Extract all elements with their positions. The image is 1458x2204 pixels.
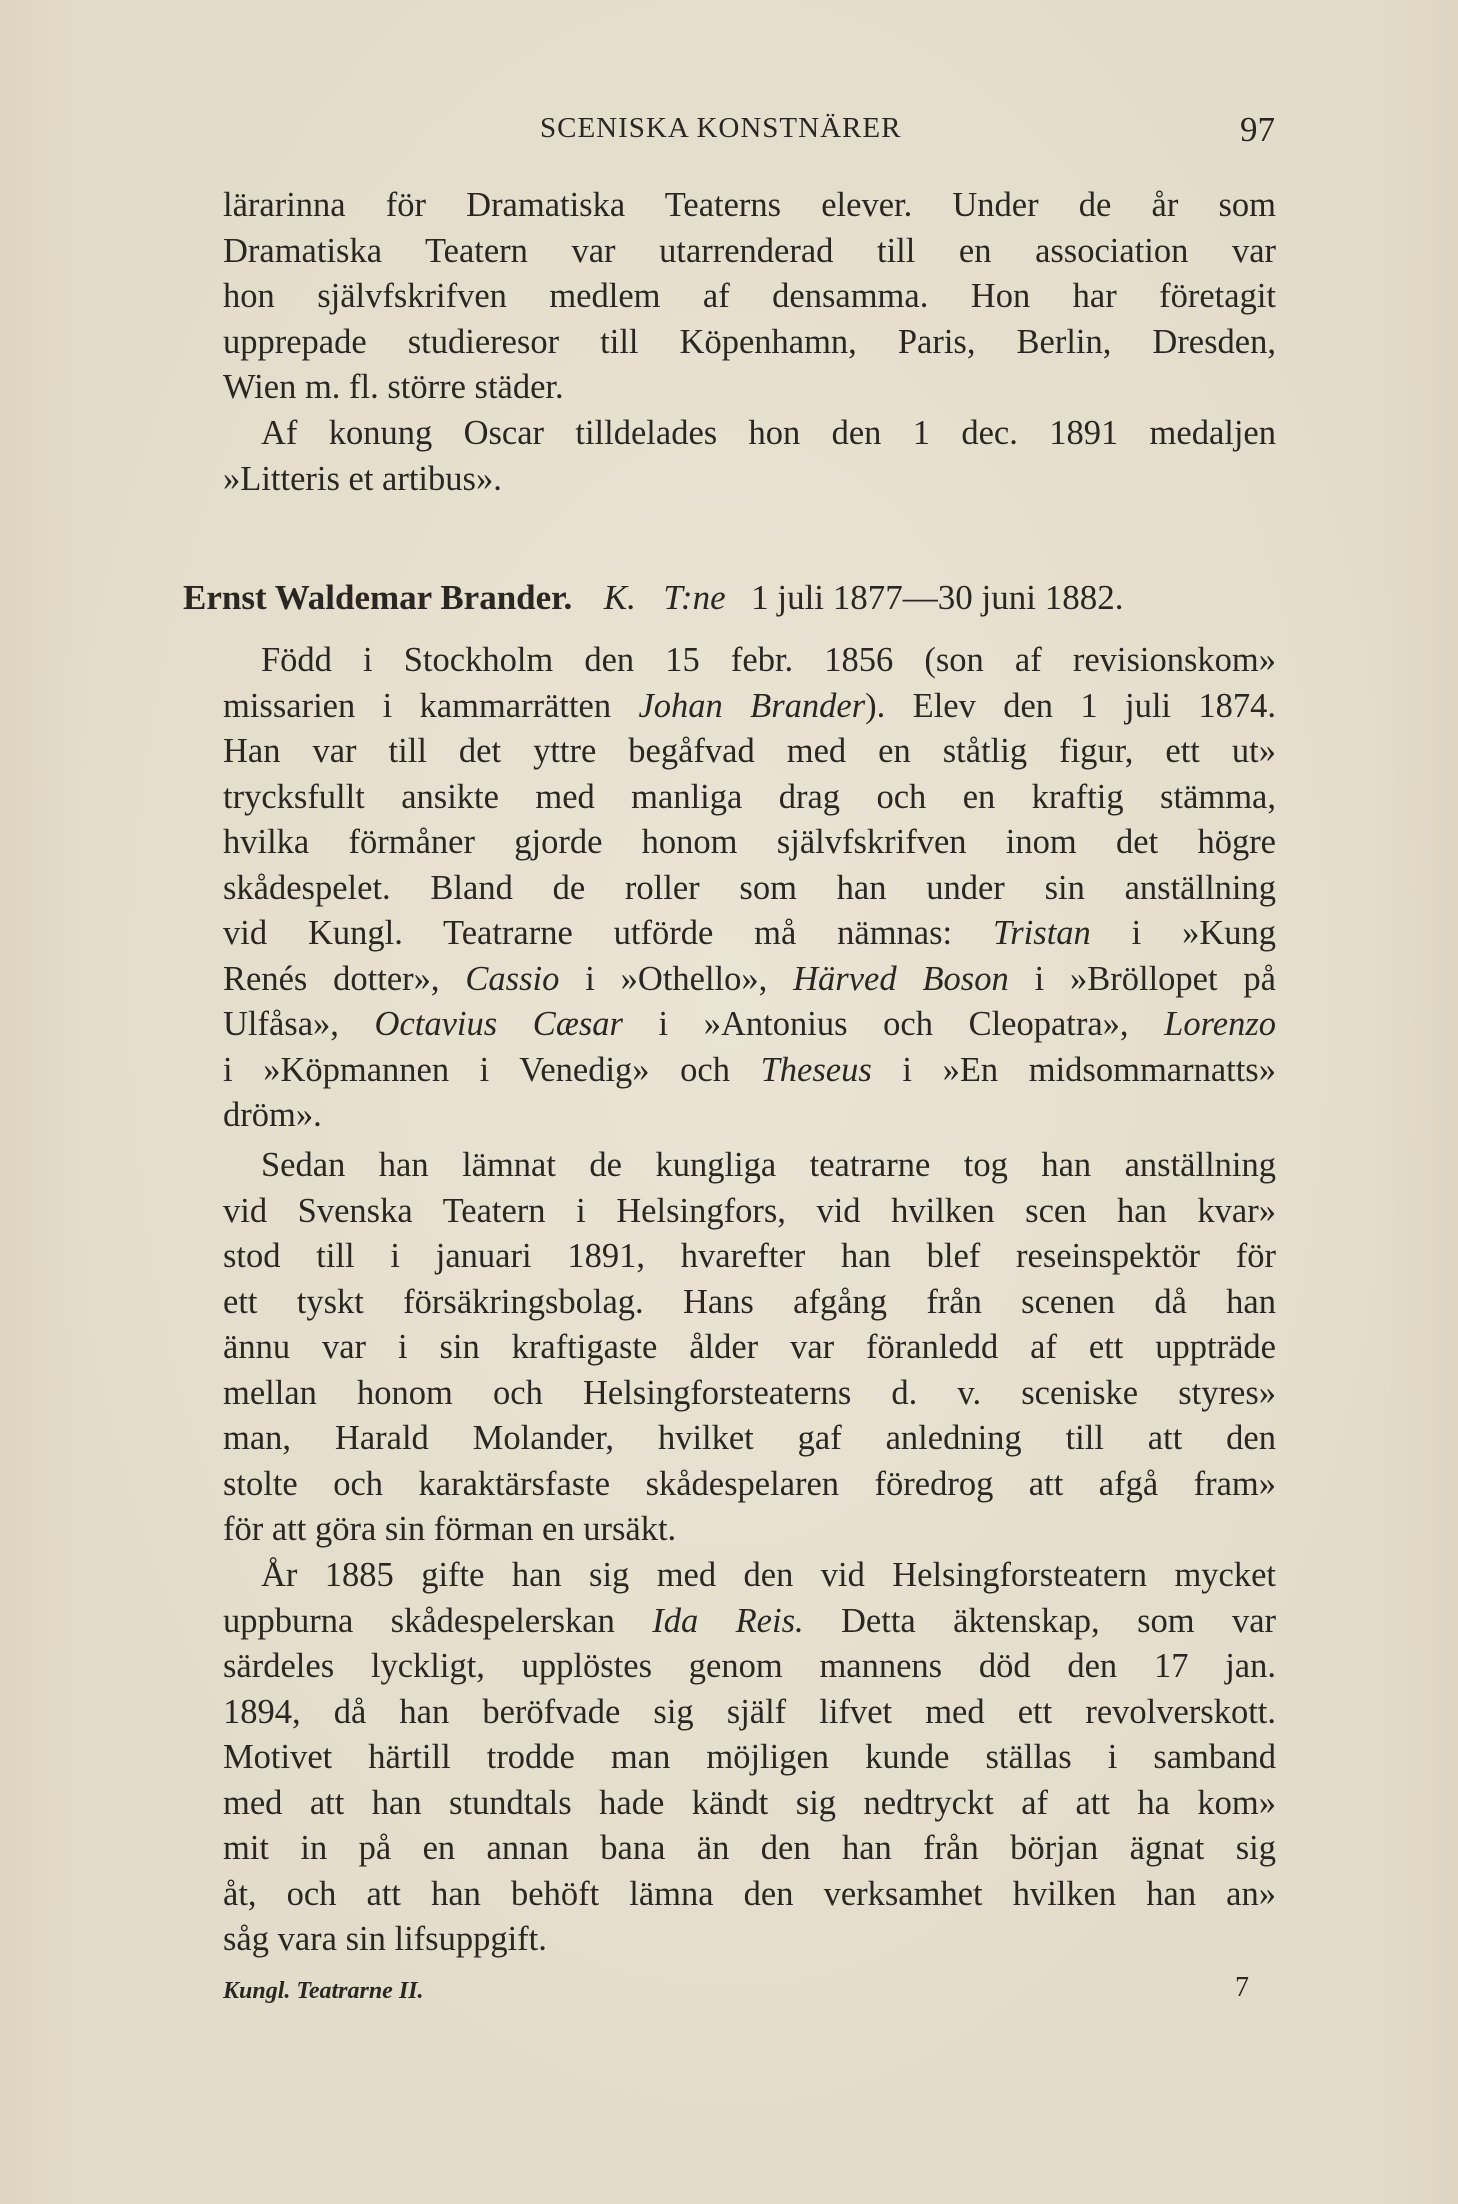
text-line: trycksfullt ansikte med manliga drag och en kraftig stämma, <box>223 777 1276 816</box>
text-line: Dramatiska Teatern var utarrenderad till en association var <box>223 231 1276 270</box>
text-line: upprepade studieresor till Köpenhamn, Paris, Berlin, Dresden, <box>223 322 1276 361</box>
entry-name: Ernst Waldemar Brander. <box>183 578 573 617</box>
sheet-number: 7 <box>1235 1972 1249 2003</box>
text-line: uppburna skådespelerskan Ida Reis. Detta äktenskap, som var <box>223 1601 1276 1640</box>
text-line: missarien i kammarrätten Johan Brander). Elev den 1 juli 1874. <box>223 686 1276 725</box>
signature-mark: Kungl. Teatrarne II. <box>223 1978 424 2004</box>
text-line: särdeles lyckligt, upplöstes genom mannens död den 17 jan. <box>223 1647 1276 1685</box>
text-line: Renés dotter», Cassio i »Othello», Härved Boson i »Bröllopet på <box>223 959 1276 998</box>
text-line: dröm». <box>223 1096 322 1134</box>
paragraph-1 <box>223 183 1276 411</box>
text-line: År 1885 gifte han sig med den vid Helsingforsteatern mycket <box>261 1556 1276 1594</box>
text-line: man, Harald Molander, hvilket gaf anledning till att den <box>223 1419 1276 1457</box>
text-line: skådespelet. Bland de roller som han under sin anställning <box>223 868 1276 907</box>
entry-heading <box>183 578 1276 624</box>
text-line: ett tyskt försäkringsbolag. Hans afgång från scenen då han <box>223 1282 1276 1321</box>
text-line: vid Kungl. Teatrarne utförde må nämnas: Tristan i »Kung <box>223 914 1276 952</box>
text-line: åt, och att han behöft lämna den verksamhet hvilken han an» <box>223 1874 1276 1913</box>
text-line: Motivet härtill trodde man möjligen kunde ställas i samband <box>223 1738 1276 1776</box>
text-line: stod till i januari 1891, hvarefter han blef reseinspektör för <box>223 1237 1276 1275</box>
paragraph-4 <box>223 1143 1276 1553</box>
text-line: 1894, då han beröfvade sig själf lifvet med ett revolverskott. <box>223 1692 1276 1731</box>
text-line: stolte och karaktärsfaste skådespelaren föredrog att afgå fram» <box>223 1464 1276 1503</box>
page-number: 97 <box>1240 110 1275 149</box>
text-line: Ulfåsa», Octavius Cæsar i »Antonius och Cleopatra», Lorenzo <box>223 1005 1276 1043</box>
text-line: såg vara sin lifsuppgift. <box>223 1920 547 1958</box>
paragraph-2 <box>223 411 1276 502</box>
text-line: mellan honom och Helsingforsteaterns d. v. sceniske styres» <box>223 1373 1276 1412</box>
text-line: »Litteris et artibus». <box>223 459 502 498</box>
text-line: Wien m. fl. större städer. <box>223 368 564 406</box>
text-line: lärarinna för Dramatiska Teaterns elever. Under de år som <box>223 186 1276 224</box>
paragraph-3 <box>223 638 1276 1139</box>
text-line: ännu var i sin kraftigaste ålder var föranledd af ett uppträde <box>223 1328 1276 1366</box>
entry-tenure: 1 juli 1877—30 juni 1882. <box>751 578 1124 617</box>
text-line: hon självfskrifven medlem af densamma. Hon har företagit <box>223 277 1276 315</box>
text-line: i »Köpmannen i Venedig» och Theseus i »En midsommarnatts» <box>223 1050 1276 1089</box>
text-line: vid Svenska Teatern i Helsingfors, vid hvilken scen han kvar» <box>223 1191 1276 1230</box>
text-line: mit in på en annan bana än den han från början ägnat sig <box>223 1829 1276 1867</box>
running-head: SCENISKA KONSTNÄRER <box>540 112 902 144</box>
text-line: hvilka förmåner gjorde honom självfskrifven inom det högre <box>223 823 1276 861</box>
text-line: Sedan han lämnat de kungliga teatrarne tog han anställning <box>261 1146 1276 1184</box>
entry-role: K. <box>603 578 636 617</box>
paragraph-5 <box>223 1553 1276 1963</box>
text-line: med att han stundtals hade kändt sig nedtryckt af att ha kom» <box>223 1783 1276 1822</box>
text-line: Af konung Oscar tilldelades hon den 1 dec. 1891 medaljen <box>261 414 1276 452</box>
text-line: Han var till det yttre begåfvad med en ståtlig figur, ett ut» <box>223 732 1276 770</box>
text-line: Född i Stockholm den 15 febr. 1856 (son af revisionskom» <box>261 641 1276 679</box>
entry-tenure-label: T:ne <box>663 578 726 617</box>
text-line: för att göra sin förman en ursäkt. <box>223 1510 677 1548</box>
